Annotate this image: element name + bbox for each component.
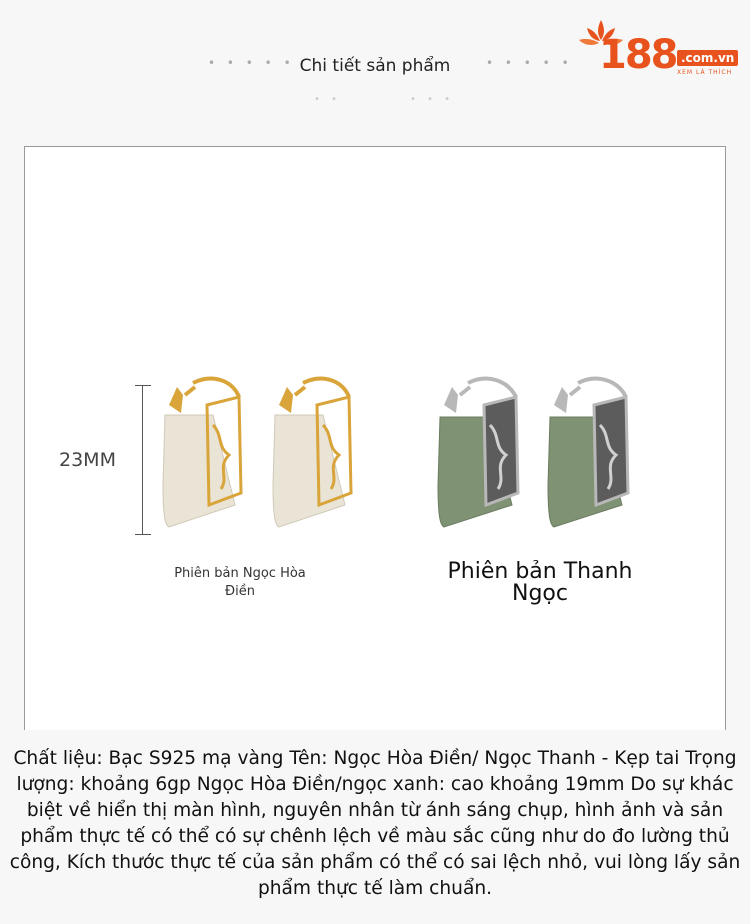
logo-tagline: XEM LÀ THÍCH — [677, 69, 733, 76]
decorative-dots-small-left: • • — [314, 94, 341, 105]
product-image-panel — [24, 146, 726, 730]
decorative-dots-right: • • • • • — [486, 56, 573, 70]
earrings-variant2-image — [430, 373, 650, 535]
logo-domain: .com.vn — [677, 50, 738, 66]
decorative-dots-left: • • • • • — [208, 56, 295, 70]
decorative-dots-small-right: • • • — [410, 94, 455, 105]
section-title: Chi tiết sản phẩm — [299, 56, 451, 76]
variant2-caption: Phiên bản Thanh Ngọc — [447, 559, 633, 606]
measurement-bracket — [135, 385, 151, 535]
logo-number: 188 — [599, 32, 677, 78]
earrings-variant1-image — [155, 375, 370, 535]
brand-logo[interactable] — [575, 14, 745, 84]
measurement-label: 23MM — [59, 449, 116, 471]
variant1-caption: Phiên bản Ngọc Hòa Điền — [174, 566, 306, 599]
product-description: Chất liệu: Bạc S925 mạ vàng Tên: Ngọc Hòa Điền/ Ngọc Thanh - Kẹp tai Trọng lượng: khoảng 6gp Ngọc Hòa Điền/ngọc xanh: cao khoảng 19mm Do sự khác biệt về hiển thị màn hình, nguyên nhân từ ánh sáng chụp, hình ảnh và sản phẩm thực tế có thể có sự chênh lệch về màu sắc cũng như do đo lường thủ công, Kích thước thực tế của sản phẩm có thể có sai lệch nhỏ, vui lòng lấy sản phẩm thực tế làm chuẩn. — [9, 748, 741, 899]
